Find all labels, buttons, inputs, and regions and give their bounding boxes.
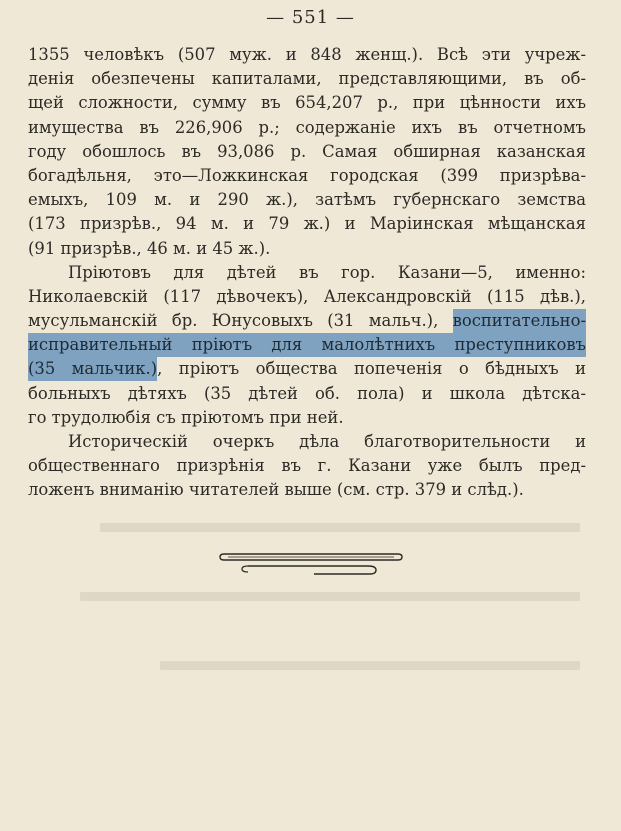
paragraph-3 [28, 430, 586, 503]
body-text [28, 43, 586, 503]
text-line: емыхъ, 109 м. и 290 ж.), затѣмъ губернскаго земства [28, 190, 586, 210]
text-line: Историческій очеркъ дѣла благотворительности и [68, 432, 586, 451]
text-line: денія обезпечены капиталами, представляющими, въ об- [28, 69, 586, 89]
text-line: 1355 человѣкъ (507 муж. и 848 женщ.). Всѣ эти учреж- [28, 45, 586, 64]
text-line [28, 357, 586, 381]
text-line: богадѣльня, это—Ложкинская городская (399 призрѣва- [28, 165, 586, 185]
text-line: ложенъ вниманію читателей выше (см. стр. 379 и слѣд.). [28, 480, 524, 500]
text-line: году обошлось въ 93,086 р. Самая обширная казанская [28, 141, 586, 161]
text-line [28, 309, 586, 333]
tailpiece-ornament-icon [218, 548, 404, 578]
bleed-through-text [60, 470, 580, 770]
text-segment: мусульманскій бр. Юнусовыхъ (31 мальч.), [28, 311, 453, 331]
highlighted-text[interactable]: воспитательно- [453, 309, 586, 333]
text-line: больныхъ дѣтяхъ (35 дѣтей об. пола) и школа дѣтска- [28, 383, 586, 403]
highlighted-text[interactable]: (35 мальчик.) [28, 357, 157, 381]
text-segment: , пріютъ общества попеченія о бѣдныхъ и [157, 359, 586, 379]
text-line: (91 призрѣв., 46 м. и 45 ж.). [28, 238, 271, 258]
text-line: общественнаго призрѣнія въ г. Казани уже былъ пред- [28, 456, 586, 476]
paragraph-2 [28, 261, 586, 430]
text-line: Николаевскій (117 дѣвочекъ), Александровскій (115 дѣв.), [28, 286, 586, 306]
text-line: щей сложности, сумму въ 654,207 р., при цѣнности ихъ [28, 93, 586, 113]
highlighted-text[interactable]: исправительный пріютъ для малолѣтнихъ преступниковъ [28, 333, 586, 357]
text-line [28, 333, 586, 357]
text-line: го трудолюбія съ пріютомъ при ней. [28, 407, 344, 427]
text-line: имущества въ 226,906 р.; содержаніе ихъ въ отчетномъ [28, 117, 586, 137]
text-line: (173 призрѣв., 94 м. и 79 ж.) и Маріинская мѣщанская [28, 214, 586, 234]
text-line: Пріютовъ для дѣтей въ гор. Казани—5, именно: [68, 262, 586, 282]
page-number: — 551 — [266, 7, 355, 28]
paragraph-1 [28, 43, 586, 261]
